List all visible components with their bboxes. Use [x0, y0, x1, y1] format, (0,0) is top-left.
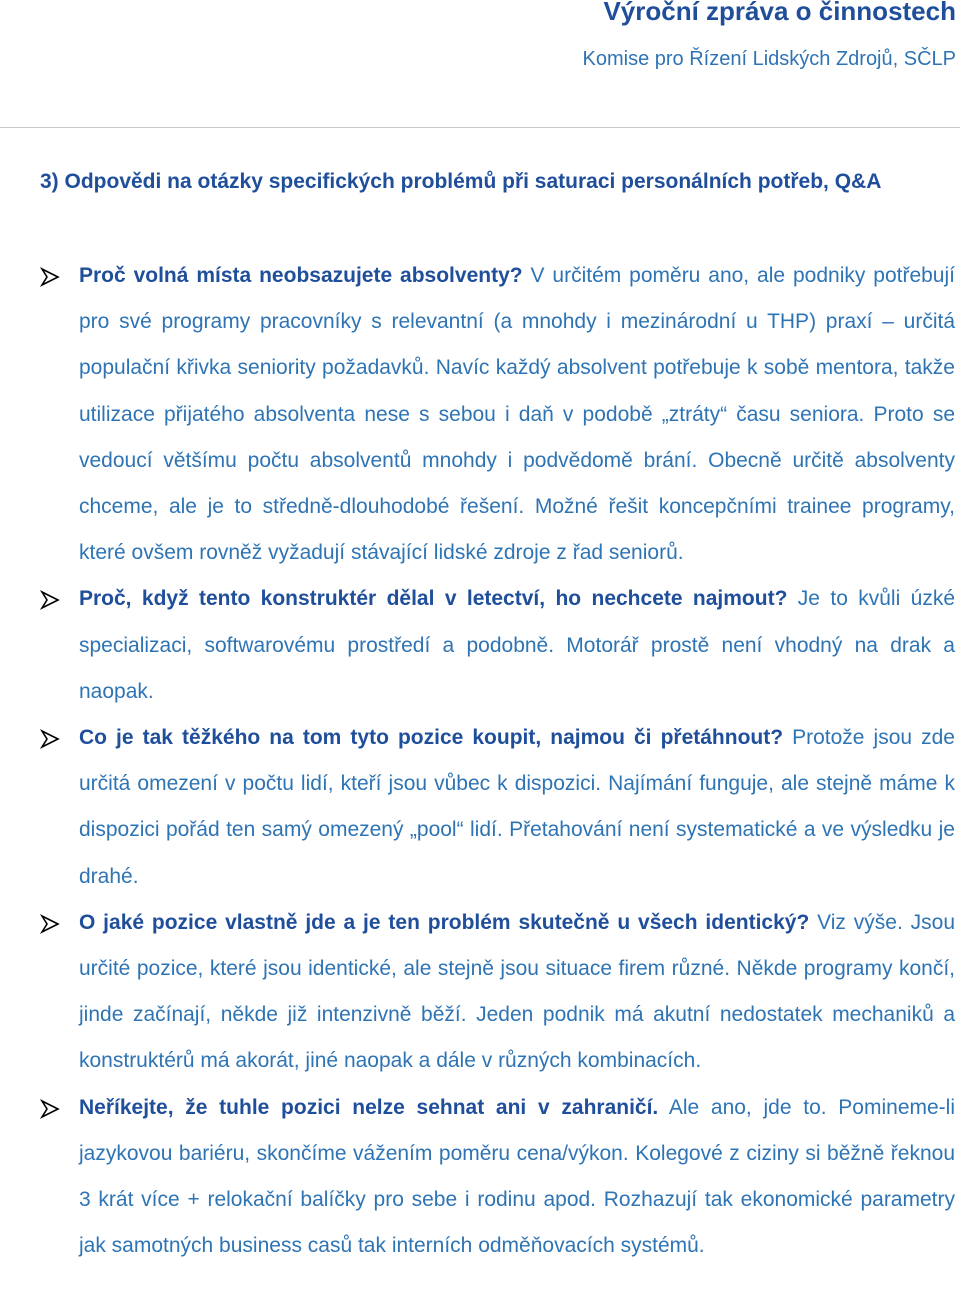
qa-item-konstrukter: [40, 576, 955, 715]
arrowhead-bullet-icon: [40, 590, 60, 610]
question-text: Proč, když tento konstruktér dělal v letectví, ho nechcete najmout?: [79, 587, 788, 611]
question-text: Proč volná místa neobsazujete absolventy?: [79, 264, 523, 287]
answer-text: V určitém poměru ano, ale podniky potřebují pro své programy pracovníky s relevantní (a mnohdy i mezinárodní u THP) praxí – určitá populační křivka seniority požadavků. Navíc každý absolvent potřebuje k sobě mentora, takže utilizace přijatého absolventa nese s sebou i daň v podobě „ztráty“ času seniora. Proto se vedoucí většímu počtu absolventů mnohdy i podvědomě brání. Obecně určitě absolventy chceme, ale je to středně-dlouhodobé řešení. Možné řešit koncepčními trainee programy, které ovšem rovněž vyžadují stávající lidské zdroje z řad seniorů.: [79, 264, 955, 565]
arrowhead-bullet-icon: [40, 1099, 60, 1119]
answer-text: Protože jsou zde určitá omezení v počtu lidí, kteří jsou vůbec k dispozici. Najímání funguje, ale stejně máme k dispozici pořád ten samý omezený „pool“ lidí. Přetahování není systematické a ve výsledku je drahé.: [79, 726, 955, 888]
qa-item-absolventi: [40, 253, 955, 576]
page-header: [0, 0, 960, 128]
qa-list: [40, 253, 955, 1269]
arrowhead-bullet-icon: [40, 729, 60, 749]
question-text: O jaké pozice vlastně jde a je ten problém skutečně u všech identický?: [79, 910, 810, 934]
report-title: Výroční zpráva o činnostech: [603, 0, 956, 26]
qa-item-pozice: [40, 900, 955, 1085]
answer-text: Je to kvůli úzké specializaci, softwarovému prostředí a podobně. Motorář prostě není vhodný na drak a naopak.: [79, 587, 956, 703]
arrowhead-bullet-icon: [40, 267, 60, 287]
qa-item-koupit: [40, 715, 955, 900]
question-text: Neříkejte, že tuhle pozici nelze sehnat ani v zahraničí.: [79, 1095, 659, 1119]
question-text: Co je tak těžkého na tom tyto pozice koupit, najmou či přetáhnout?: [79, 726, 784, 750]
arrowhead-bullet-icon: [40, 914, 60, 934]
qa-item-zahranici: [40, 1085, 955, 1270]
report-subtitle: Komise pro Řízení Lidských Zdrojů, SČLP: [582, 48, 956, 70]
section-heading: 3) Odpovědi na otázky specifických problémů při saturaci personálních potřeb, Q&A: [40, 170, 882, 193]
answer-text: Ale ano, jde to. Pomineme-li jazykovou bariéru, skončíme vážením poměru cena/výkon. Kolegové z ciziny si běžně řeknou 3 krát více + relokační balíčky pro sebe i rodinu apod. Rozhazují tak ekonomické parametry jak samotných business casů tak interních odměňovacích systémů.: [79, 1095, 956, 1258]
header-divider: [0, 127, 960, 128]
answer-text: Viz výše. Jsou určité pozice, které jsou identické, ale stejně jsou situace firem různé. Někde programy končí, jinde začínají, někde již intenzivně běží. Jeden podnik má akutní nedostatek mechaniků a konstruktérů má akorát, jiné naopak a dále v různých kombinacích.: [79, 910, 955, 1073]
